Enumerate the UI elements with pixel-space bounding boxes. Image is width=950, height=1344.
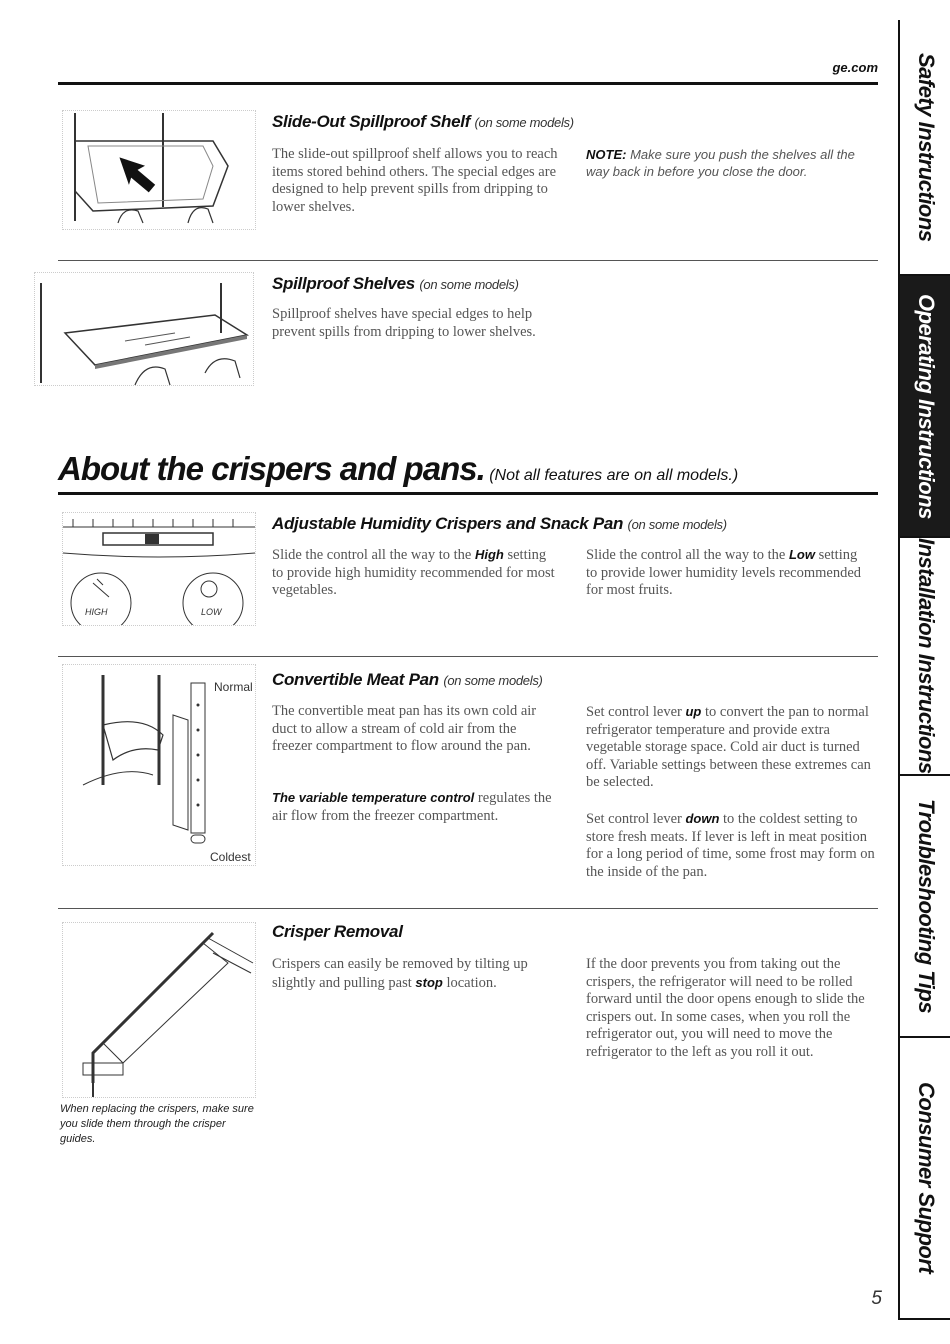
- spillproof-shelves-illustration: [34, 272, 254, 386]
- section-divider: [58, 260, 878, 261]
- meat-pan-up-text: Set control lever up to convert the pan to normal refrigerator temperature and provide extra vegetable storage space. Cold air duct is turned off. Variable settings between these extremes can be selected.: [586, 704, 871, 790]
- spillproof-shelves-text: Spillproof shelves have special edges to help prevent spills from dripping to lower shelves.: [272, 306, 536, 340]
- tab-troubleshooting-tips[interactable]: Troubleshooting Tips: [900, 776, 950, 1038]
- tab-consumer-support[interactable]: Consumer Support: [900, 1038, 950, 1320]
- side-tabs: [898, 20, 950, 1320]
- low-label: LOW: [201, 607, 222, 617]
- crisper-caption: When replacing the crispers, make sure you slide them through the crisper guides.: [60, 1103, 254, 1145]
- crispers-title-rule: [58, 492, 878, 495]
- humidity-crisper-illustration: [62, 512, 256, 626]
- slide-out-shelf-title: Slide-Out Spillproof Shelf (on some models): [272, 112, 574, 131]
- section-divider: [58, 656, 878, 657]
- slide-out-shelf-illustration: [62, 110, 256, 230]
- meat-pan-down-text: Set control lever down to the coldest setting to store fresh meats. If lever is left in meat position for a long period of time, some frost may form on the inside of the pan.: [586, 811, 875, 880]
- meat-pan-illustration: [62, 664, 256, 866]
- humidity-crispers-title: Adjustable Humidity Crispers and Snack Pan (on some models): [272, 514, 727, 533]
- slide-out-shelf-note: NOTE: Make sure you push the shelves all the way back in before you close the door.: [586, 147, 855, 179]
- crisper-removal-title: Crisper Removal: [272, 922, 403, 941]
- high-label: HIGH: [85, 607, 108, 617]
- tab-installation-instructions[interactable]: Installation Instructions: [900, 538, 950, 776]
- crisper-removal-door-text: If the door prevents you from taking out the crispers, the refrigerator will need to be rolled forward until the door opens enough to slide the crispers out. In some cases, when you roll the refrigerator out, you will need to move the refrigerator to the left as you roll it out.: [586, 956, 865, 1060]
- section-divider: [58, 908, 878, 909]
- humidity-low-text: Slide the control all the way to the Low setting to provide lower humidity levels recommended for most fruits.: [586, 547, 862, 598]
- site-url: ge.com: [832, 60, 878, 75]
- meat-pan-text-2: The variable temperature control regulates the air flow from the freezer compartment.: [272, 790, 552, 824]
- tab-operating-instructions[interactable]: Operating Instructions: [900, 276, 950, 538]
- meat-pan-text-1: The convertible meat pan has its own cold air duct to allow a stream of cold air from the freezer compartment to flow around the pan.: [272, 703, 537, 754]
- humidity-high-text: Slide the control all the way to the High setting to provide high humidity recommended for most vegetables.: [272, 547, 555, 598]
- spillproof-shelves-title: Spillproof Shelves (on some models): [272, 274, 519, 293]
- crisper-removal-illustration: [62, 922, 256, 1098]
- coldest-label: Coldest: [210, 850, 251, 864]
- crispers-section-title: About the crispers and pans. (Not all features are on all models.): [58, 450, 739, 487]
- header-rule: [58, 82, 878, 85]
- meat-pan-title: Convertible Meat Pan (on some models): [272, 670, 543, 689]
- page-number: 5: [871, 1288, 882, 1309]
- normal-label: Normal: [214, 680, 253, 694]
- slide-out-shelf-text: The slide-out spillproof shelf allows you to reach items stored behind others. The special edges are designed to help prevent spills from dripping to lower shelves.: [272, 146, 558, 215]
- crisper-removal-text: Crispers can easily be removed by tilting up slightly and pulling past stop location.: [272, 956, 528, 991]
- tab-safety-instructions[interactable]: Safety Instructions: [900, 20, 950, 276]
